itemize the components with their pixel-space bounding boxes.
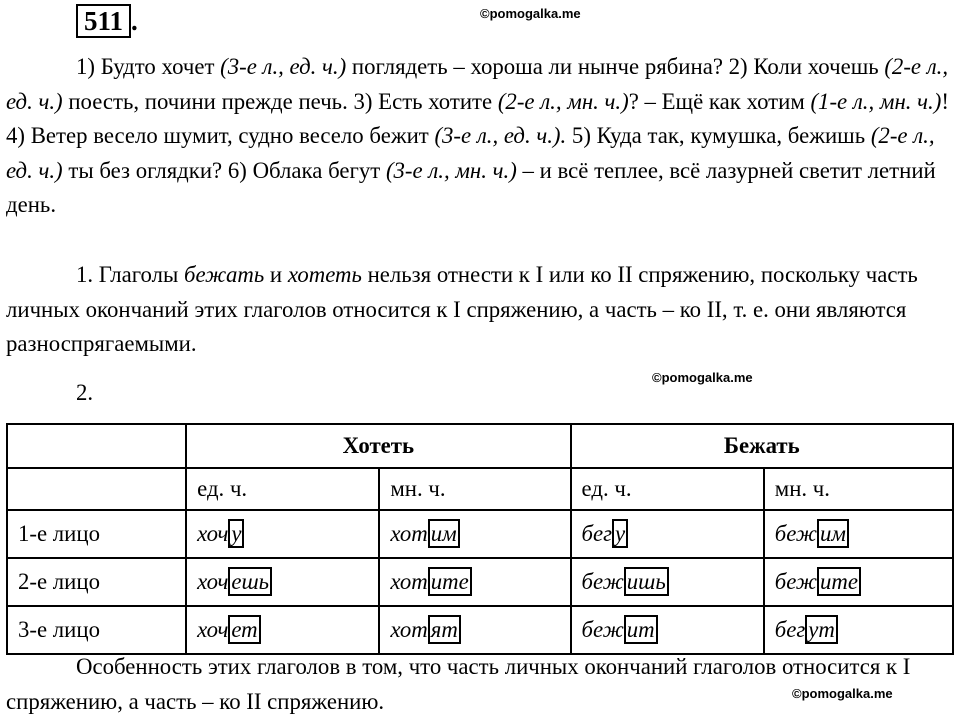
form-cell bbox=[186, 510, 379, 558]
form-cell bbox=[764, 558, 953, 606]
number-header: ед. ч. bbox=[186, 468, 379, 510]
form-cell bbox=[571, 510, 764, 558]
verb-stem: хот bbox=[390, 521, 428, 546]
conjugation-table bbox=[6, 423, 954, 655]
text-annotation: (3-е л., мн. ч.) bbox=[385, 157, 517, 183]
text-annotation: (1-е л., мн. ч.) bbox=[810, 88, 942, 114]
form-cell bbox=[764, 606, 953, 654]
verb-header: Хотеть bbox=[186, 424, 570, 468]
verb-stem: беж bbox=[581, 617, 624, 642]
verb-stem: бег bbox=[581, 521, 613, 546]
verb-ending: им bbox=[428, 519, 460, 548]
verb-ending: ите bbox=[817, 567, 861, 596]
verb-stem: хоч bbox=[197, 617, 229, 642]
text-annotation: (3-е л., ед. ч.) bbox=[220, 54, 347, 79]
task-number: 511 bbox=[76, 4, 131, 38]
answer-segment: 1. Глаголы bbox=[76, 262, 185, 287]
task-number-box: 511 . bbox=[76, 4, 138, 38]
answer-1 bbox=[6, 258, 954, 362]
form-cell bbox=[186, 606, 379, 654]
verb-ending: ешь bbox=[228, 567, 272, 596]
verb-хотеть: хотеть bbox=[287, 262, 362, 287]
verb-beжать: бежать bbox=[184, 262, 265, 287]
corner-cell bbox=[7, 468, 186, 510]
text-segment: 5) Куда так, кумушка, бежишь bbox=[566, 123, 871, 148]
verb-stem: хот bbox=[390, 617, 428, 642]
verb-header: Бежать bbox=[571, 424, 953, 468]
exercise-text bbox=[6, 50, 954, 223]
verb-ending: ите bbox=[428, 567, 472, 596]
corner-cell bbox=[7, 424, 186, 468]
verb-stem: беж bbox=[774, 521, 817, 546]
text-segment: ? – Ещё как хотим bbox=[628, 88, 811, 114]
verb-ending: ут bbox=[805, 615, 838, 644]
verb-stem: хот bbox=[390, 569, 428, 594]
form-cell bbox=[379, 558, 570, 606]
verb-stem: беж bbox=[581, 569, 624, 594]
answer-segment: и bbox=[264, 262, 288, 287]
verb-ending: ит bbox=[624, 615, 658, 644]
verb-ending: ишь bbox=[624, 567, 669, 596]
verb-ending: им bbox=[817, 519, 849, 548]
table-row bbox=[7, 606, 953, 654]
number-header: мн. ч. bbox=[379, 468, 570, 510]
text-annotation: (2-е л., мн. ч.) bbox=[497, 88, 629, 114]
text-annotation: (3-е л., ед. ч.). bbox=[434, 123, 567, 148]
conclusion-paragraph: Особенность этих глаголов в том, что часть личных окончаний глаголов относится к I спряжению, а часть – ко II спряжению. bbox=[6, 654, 911, 714]
person-label: 3-е лицо bbox=[7, 606, 186, 654]
person-label: 2-е лицо bbox=[7, 558, 186, 606]
table-row bbox=[7, 558, 953, 606]
number-header: ед. ч. bbox=[571, 468, 764, 510]
verb-stem: хоч bbox=[197, 569, 229, 594]
text-segment: ты без оглядки? 6) Облака бегут bbox=[62, 157, 386, 183]
text-segment: – и всё теплее, всё лазурней светит летний день. bbox=[6, 157, 936, 217]
watermark-bottom: ©pomogalka.me bbox=[792, 686, 893, 701]
form-cell bbox=[186, 558, 379, 606]
form-cell bbox=[379, 510, 570, 558]
form-cell bbox=[571, 558, 764, 606]
verb-stem: бег bbox=[774, 617, 806, 642]
verb-ending: у bbox=[228, 519, 244, 548]
watermark-middle: ©pomogalka.me bbox=[652, 370, 753, 385]
verb-ending: у bbox=[612, 519, 628, 548]
text-segment: 1) Будто хочет bbox=[76, 54, 221, 79]
verb-ending: ят bbox=[428, 615, 461, 644]
conclusion-text bbox=[6, 650, 954, 719]
text-annotation: (2-е л., ед. ч.) bbox=[6, 123, 935, 183]
answer-2-label: 2. bbox=[76, 380, 94, 405]
text-segment: поглядеть – хороша ли нынче рябина? 2) Коли хочешь bbox=[346, 54, 885, 79]
form-cell bbox=[571, 606, 764, 654]
text-segment: поесть, почини прежде печь. 3) Есть хотите bbox=[62, 88, 498, 114]
form-cell bbox=[764, 510, 953, 558]
person-label: 1-е лицо bbox=[7, 510, 186, 558]
verb-ending: ет bbox=[228, 615, 260, 644]
watermark-top: ©pomogalka.me bbox=[480, 6, 581, 21]
table-row bbox=[7, 510, 953, 558]
form-cell bbox=[379, 606, 570, 654]
text-segment: ! 4) Ветер весело шумит, судно весело бежит bbox=[6, 88, 949, 148]
answer-segment: нельзя отнести к I или ко II спряжению, поскольку часть личных окончаний этих глаголов относится к I спряжению, а часть – ко II, т. е. они являются разноспрягаемыми. bbox=[6, 262, 918, 356]
verb-stem: хоч bbox=[197, 521, 229, 546]
number-header: мн. ч. bbox=[764, 468, 953, 510]
verb-stem: беж bbox=[774, 569, 817, 594]
text-annotation: (2-е л., ед. ч.) bbox=[6, 54, 949, 114]
